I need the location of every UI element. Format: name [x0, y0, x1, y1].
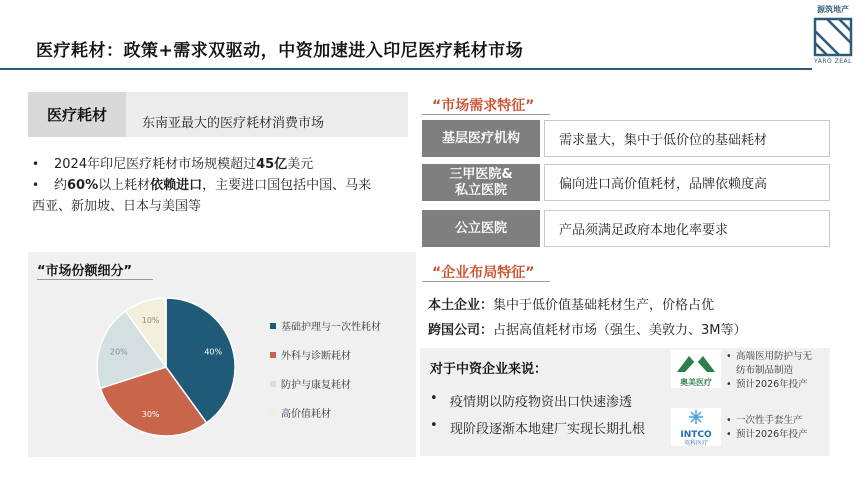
title-divider [0, 68, 812, 70]
demand-row [422, 164, 830, 201]
logo-mark-icon [813, 17, 853, 57]
market-bullets [32, 154, 412, 217]
intco-logo-text: INTCO [680, 430, 712, 440]
allmed-info: • 高端医用防护与无 纺布制品制造 • 预计2026年投产 [726, 351, 813, 390]
intco-info: • 一次性手套生产 • 预计2026年投产 [726, 415, 808, 440]
chart-title-underline [37, 279, 153, 280]
mnc-enterprise-line: 跨国公司：占据高值耗材市场（强生、美敦力、3M等） [428, 323, 747, 338]
legend-item [270, 369, 381, 398]
chart-legend [270, 311, 381, 427]
demand-section-title: “市场需求特征” [432, 98, 535, 114]
legend-swatch [270, 323, 276, 329]
bullet-item: • 约60%以上耗材依赖进口，主要进口国包括中国、马来 [32, 178, 372, 193]
pie-chart [86, 287, 246, 447]
bullet-item: • 2024年印尼医疗耗材市场规模超过45亿美元 [32, 157, 314, 172]
legend-label: 防护与康复耗材 [281, 380, 351, 391]
legend-swatch [270, 410, 276, 416]
enterprise-title-underline [422, 281, 550, 282]
demand-text: 产品须满足政府本地化率要求 [544, 210, 830, 247]
pie-slice-label: 10% [141, 315, 160, 325]
intco-mark-icon [671, 408, 721, 426]
legend-swatch [270, 352, 276, 358]
intco-logo [671, 408, 721, 446]
legend-swatch [270, 381, 276, 387]
local-enterprise-line: 本土企业：集中于低价值基础耗材生产，价格占优 [428, 298, 715, 313]
intco-logo-subtext: 英科医疗 [683, 440, 708, 447]
pie-slice-label: 30% [141, 410, 160, 420]
chinese-enterprise-bullet: • 现阶段逐渐本地建厂实现长期扎根 [430, 418, 646, 437]
demand-row [422, 120, 830, 157]
market-subtitle: 东南亚最大的医疗耗材消费市场 [142, 116, 325, 131]
logo-en-text: YARO ZEAL [814, 58, 852, 65]
demand-title-underline [422, 114, 550, 115]
chinese-enterprise-heading: 对于中资企业来说： [430, 362, 548, 377]
logo-cn-text: 源筑地产 [817, 5, 849, 14]
pie-slice-label: 20% [109, 347, 128, 357]
brand-logo [806, 4, 860, 68]
demand-text: 需求量大，集中于低价位的基础耗材 [544, 120, 830, 157]
legend-item [270, 340, 381, 369]
demand-row [422, 210, 830, 247]
legend-label: 基础护理与一次性耗材 [281, 322, 381, 333]
enterprise-section-title: “企业布局特征” [432, 265, 535, 281]
bullet-item-continued: 西亚、新加坡、日本与美国等 [32, 199, 202, 214]
demand-tag: 公立医院 [422, 210, 540, 247]
legend-item [270, 398, 381, 427]
pie-slice-label: 40% [204, 347, 223, 357]
allmed-logo-text: 奥美医疗 [680, 378, 712, 387]
demand-tag: 基层医疗机构 [422, 120, 540, 157]
legend-label: 外科与诊断耗材 [281, 351, 351, 362]
allmed-mark-icon [671, 350, 721, 374]
page-title: 医疗耗材：政策+需求双驱动，中资加速进入印尼医疗耗材市场 [36, 41, 524, 61]
category-tag: 医疗耗材 [28, 92, 126, 137]
chart-title: “市场份额细分” [37, 264, 133, 279]
allmed-logo [671, 350, 721, 388]
chinese-enterprise-bullet: • 疫情期以防疫物资出口快速渗透 [430, 391, 633, 410]
legend-item [270, 311, 381, 340]
legend-label: 高价值耗材 [281, 409, 331, 420]
demand-tag: 三甲医院& 私立医院 [422, 164, 540, 201]
demand-text: 偏向进口高价值耗材，品牌依赖度高 [544, 164, 830, 201]
